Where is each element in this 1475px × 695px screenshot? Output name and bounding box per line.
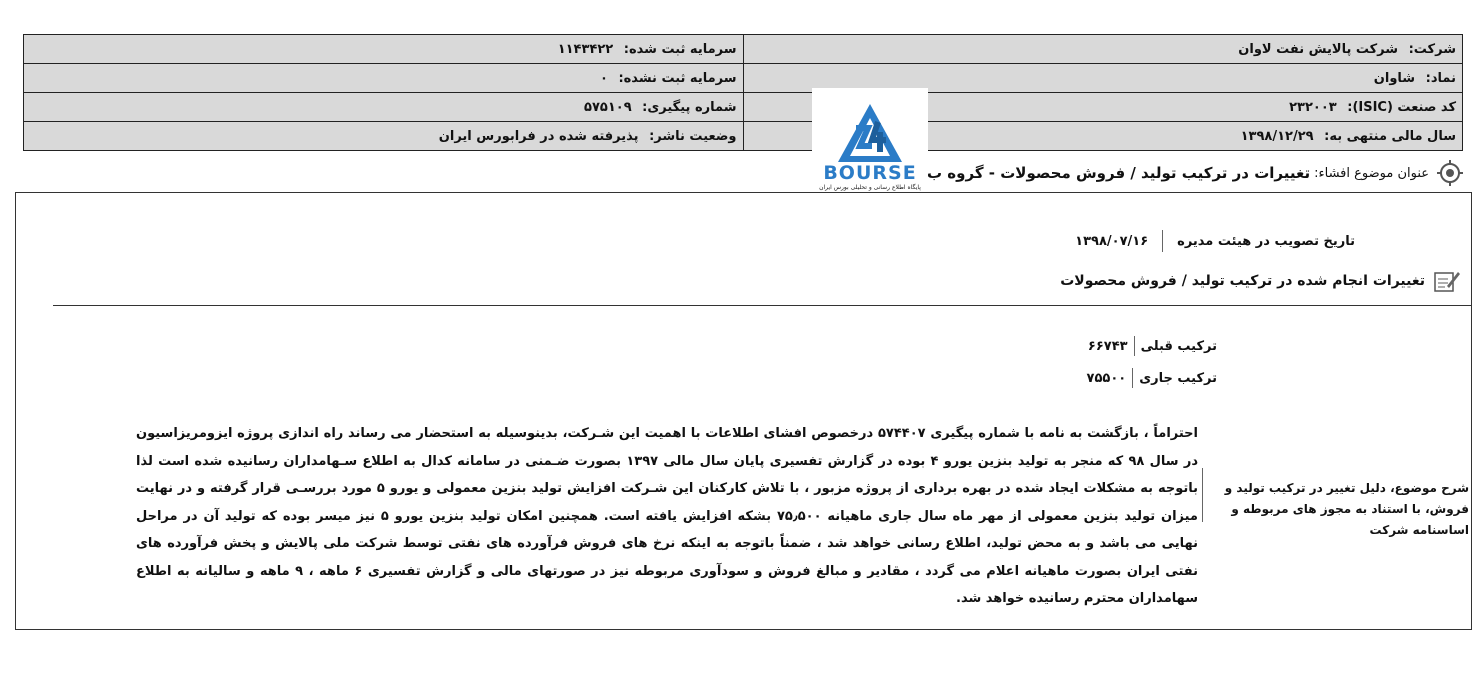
tracking-number-cell [24,93,744,122]
fiscal-year-value: ۱۳۹۸/۱۲/۲۹ [1240,128,1314,144]
publisher-status-value: پذیرفته شده در فرابورس ایران [438,128,639,144]
description-text: احتراماً ، بازگشت به نامه با شماره پیگیری ۵۷۴۴۰۷ درخصوص افشای اطلاعات با اهمیت این شـرکت، بدینوسیله به استحضار می رساند راه اندازی پروژه ایزومریزاسیون در سال ۹۸ که منجر به تولید بنزین یورو ۴ بوده در گزارش تفسیری پایان سال مالی ۱۳۹۷ بصورت ضـمنی در سامانه کدال به اطلاع سـهامداران رسانیده شده است لذا باتوجه به مشکلات ایجاد شده در بهره برداری از پروژه مزبور ، با تلاش کارکنان این شـرکت افزایش تولید بنزین معمولی و یورو ۵ مورد بررسـی قرار گرفته و در نهایت میزان تولید بنزین معمولی از مهر ماه سال جاری ماهیانه ۷۵٫۵۰۰ بشکه افزایش یافته است. همچنین امکان تولید بنزین یورو ۵ نیز میسر بوده که تولید آن در مراحل نهایی می باشد و به محض تولید، اطلاع رسانی خواهد شد ، ضمناً باتوجه به اینکه نرخ های فروش فرآورده های نفتی توسط شرکت ملی پالایش و پخش فرآورده های نفتی ایران بصورت ماهیانه اعلام می گردد ، مقادیر و مبالغ فروش و سودآوری مربوطه نیز در صورتهای مالی و گزارش تفسیری ۶ ماهه ، ۹ ماهه و سالیانه به اطلاع سهامداران محترم رسانیده خواهد شد. [136,426,1199,606]
unregistered-capital-label: سرمایه ثبت نشده: [618,70,737,86]
subject-label: عنوان موضوع افشاء: [1314,165,1429,181]
symbol-label: نماد: [1425,70,1456,86]
info-row [24,35,1463,64]
unregistered-capital-cell [24,64,744,93]
isic-label: کد صنعت (ISIC): [1347,99,1456,115]
bourse-logo-mark [812,88,928,168]
divider [1132,368,1133,388]
target-icon [1437,160,1463,186]
company-value: شرکت پالایش نفت لاوان [1238,41,1399,57]
fiscal-year-label: سال مالی منتهی به: [1324,128,1456,144]
approval-row [1075,230,1355,252]
current-composition-value: ۷۵۵۰۰ [1086,370,1127,386]
divider [1202,468,1203,522]
approval-date: ۱۳۹۸/۰۷/۱۶ [1075,233,1149,249]
description-label: شرح موضوع، دلیل تغییر در ترکیب تولید و فروش، با استناد به مجوز های مربوطه و اساسنامه شرکت [1224,481,1469,537]
changes-title-text: تغییرات انجام شده در ترکیب تولید / فروش محصولات [1060,273,1425,289]
divider [1162,230,1163,252]
previous-composition-label: ترکیب قبلی [1140,338,1217,354]
registered-capital-label: سرمایه ثبت شده: [623,41,737,57]
company-info-table [23,34,1463,151]
info-row [24,93,1463,122]
logo-subtitle: پایگاه اطلاع رسانی و تحلیلی بورس ایران [819,184,921,191]
symbol-value: شاوان [1373,70,1416,86]
current-composition-label: ترکیب جاری [1139,370,1217,386]
unregistered-capital-value: ۰ [599,70,608,86]
registered-capital-value: ۱۱۴۳۴۲۲ [557,41,614,57]
current-composition-row [1087,367,1217,389]
previous-composition-row [1088,335,1217,357]
approval-label: تاریخ تصویب در هیئت مدیره [1177,233,1355,249]
company-label: شرکت: [1408,41,1456,57]
tracking-number-label: شماره پیگیری: [642,99,737,115]
info-row [24,122,1463,151]
bourse-logo [812,88,928,194]
previous-composition-value: ۶۶۷۴۳ [1087,338,1128,354]
separator-line [53,305,1471,306]
logo-word: BOURSE [823,162,917,184]
publisher-status-label: وضعیت ناشر: [649,128,737,144]
registered-capital-cell [24,35,744,64]
info-row [24,64,1463,93]
subject-row [927,160,1463,186]
changes-section-title [1060,268,1461,294]
subject-title: تغییرات در ترکیب تولید / فروش محصولات - گروه ب [927,164,1311,182]
publisher-status-cell [24,122,744,151]
divider [1134,336,1135,356]
isic-value: ۲۳۲۰۰۳ [1289,99,1337,115]
company-cell [743,35,1463,64]
tracking-number-value: ۵۷۵۱۰۹ [584,99,632,115]
edit-icon [1433,268,1461,294]
